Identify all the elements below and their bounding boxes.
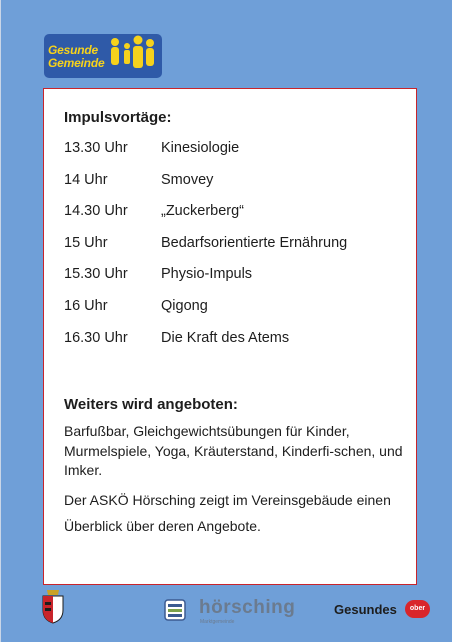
schedule-topic: Smovey <box>161 172 214 188</box>
schedule-topic: Qigong <box>161 298 208 314</box>
gesunde-gemeinde-logo <box>44 34 162 78</box>
logo-line-2: Gemeinde <box>48 56 105 70</box>
ooe-logo-badge: ober <box>405 600 430 618</box>
schedule-time: 13.30 Uhr <box>64 140 128 156</box>
schedule-time: 14.30 Uhr <box>64 203 128 219</box>
gesundes-label: Gesundes <box>334 602 397 617</box>
schedule-time: 15.30 Uhr <box>64 266 128 282</box>
askoe-paragraph: Der ASKÖ Hörsching zeigt im Vereinsgebäude einen Überblick über deren Angebote. <box>64 492 391 534</box>
schedule-topic: Physio-Impuls <box>161 266 253 282</box>
talks-heading: Impulsvortäge: <box>64 109 172 126</box>
schedule-topic: „Zuckerberg“ <box>161 203 244 219</box>
offers-paragraph: Barfußbar, Gleichgewichtsübungen für Kinder, Murmelspiele, Yoga, Kräuterstand, Kinderfi-schen, und Imker. <box>64 423 403 478</box>
hoersching-crest-icon <box>163 598 189 622</box>
schedule-time: 16 Uhr <box>64 298 108 314</box>
schedule-time: 16.30 Uhr <box>64 330 128 346</box>
hoersching-wordmark: hörsching <box>199 597 296 618</box>
hoersching-subtitle: Marktgemeinde <box>200 619 235 625</box>
schedule-topic: Bedarfsorientierte Ernährung <box>161 235 348 251</box>
logo-line-1: Gesunde <box>48 43 98 57</box>
schedule-topic: Die Kraft des Atems <box>161 330 290 346</box>
schedule-time: 14 Uhr <box>64 172 108 188</box>
schedule-time: 15 Uhr <box>64 235 108 251</box>
program-card <box>43 88 417 585</box>
family-figures-icon <box>107 34 159 78</box>
offers-heading: Weiters wird angeboten: <box>64 396 238 413</box>
coat-of-arms-icon <box>42 588 64 624</box>
schedule-topic: Kinesiologie <box>161 140 240 156</box>
